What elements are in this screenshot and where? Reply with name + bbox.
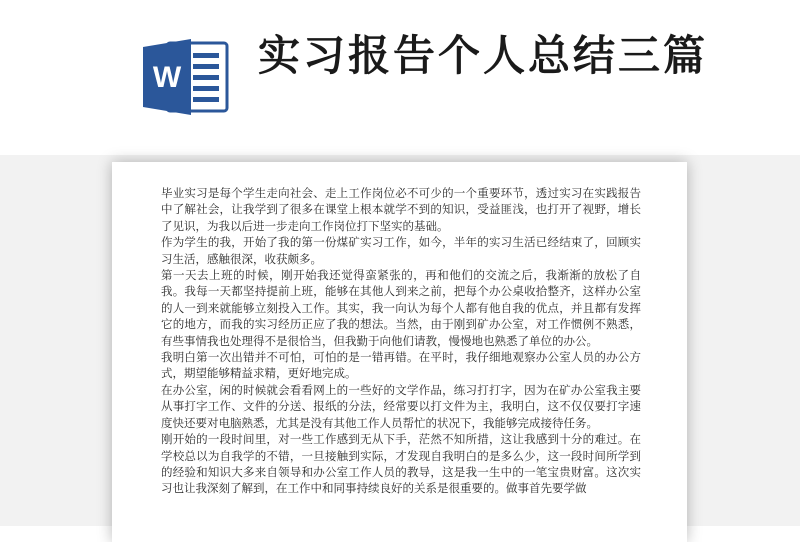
document-page bbox=[112, 162, 687, 542]
word-document-icon bbox=[141, 37, 231, 117]
paragraph: 第一天去上班的时候，刚开始我还觉得蛮紧张的，再和他们的交流之后，我渐渐的放松了自我。我每一天都坚持提前上班，能够在其他人到来之前，把每个办公桌收拾整齐，这样办公室的人一到来就能够立刻投入工作。其实，我一向认为每个人都有他自我的优点，并且都有发挥它的地方，而我的实习经历正应了我的想法。当然，由于刚到矿办公室，对工作惯例不熟悉，有些事情我也处理得不是很恰当，但我勤于向他们请教，慢慢地也熟悉了单位的办公。 bbox=[161, 268, 641, 348]
word-icon-letter: W bbox=[152, 61, 182, 94]
paragraph: 作为学生的我，开始了我的第一份煤矿实习工作，如今，半年的实习生活已经结束了，回顾实习生活，感触很深，收获颇多。 bbox=[161, 235, 641, 266]
paragraph: 我明白第一次出错并不可怕，可怕的是一错再错。在平时，我仔细地观察办公室人员的办公方式，期望能够精益求精，更好地完成。 bbox=[161, 350, 641, 381]
page-title: 实习报告个人总结三篇 bbox=[258, 31, 709, 80]
paragraph: 刚开始的一段时间里，对一些工作感到无从下手，茫然不知所措，这让我感到十分的难过。在学校总以为自我学的不错，一旦接触到实际，才发现自我明白的是多么少，这一段时间所学到的经验和知识大多来自领导和办公室工作人员的教导，这是我一生中的一笔宝贵财富。这次实习也让我深刻了解到，在工作中和同事持续良好的关系是很重要的。做事首先要学做 bbox=[161, 432, 641, 496]
document-body bbox=[161, 185, 641, 497]
paragraph: 在办公室，闲的时候就会看看网上的一些好的文学作品，练习打打字，因为在矿办公室我主要从事打字工作、文件的分送、报纸的分法，经常要以打文件为主，我明白，这不仅仅要打字速度快还要对电脑熟悉，尤其是没有其他工作人员帮忙的状况下，我能够完成接待任务。 bbox=[161, 382, 641, 430]
paragraph: 毕业实习是每个学生走向社会、走上工作岗位必不可少的一个重要环节，透过实习在实践报告中了解社会，让我学到了很多在课堂上根本就学不到的知识，受益匪浅，也打开了视野，增长了见识，为我以后进一步走向工作岗位打下坚实的基础。 bbox=[161, 186, 641, 233]
